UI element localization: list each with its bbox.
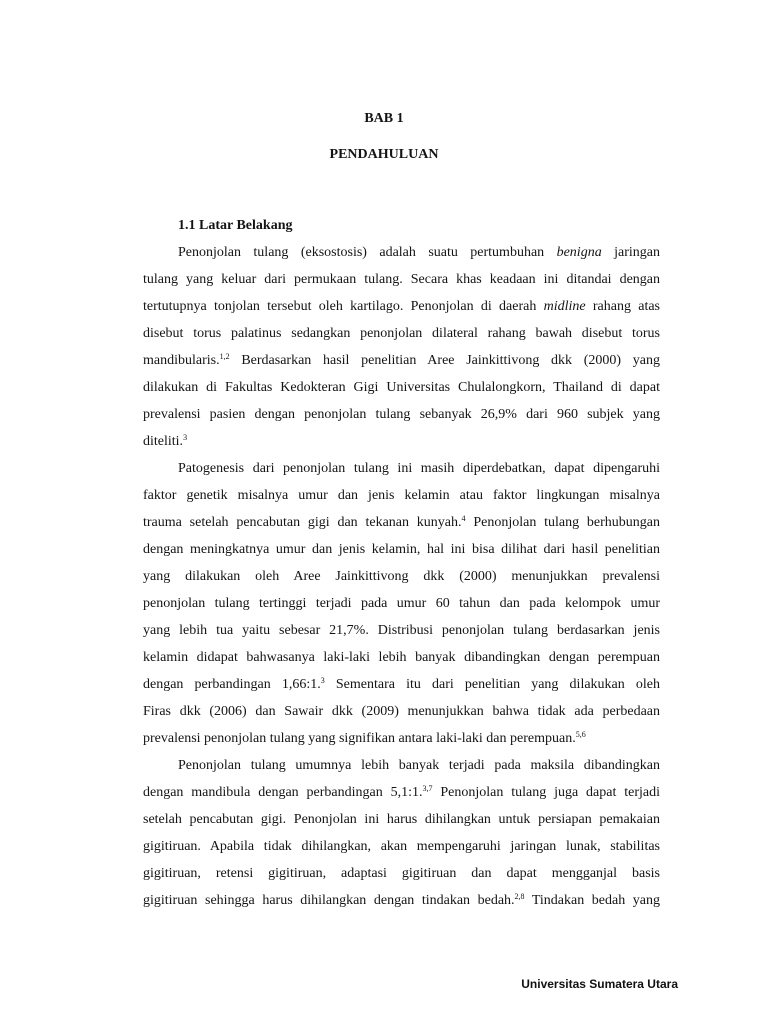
text-line: faktor genetik misalnya umur dan jenis kelamin atau faktor lingkungan misalnya bbox=[143, 488, 660, 503]
text-line: Penonjolan tulang (eksostosis) adalah suatu pertumbuhan benigna jaringan bbox=[178, 245, 660, 260]
text-line: yang lebih tua yaitu sebesar 21,7%. Distribusi penonjolan tulang berdasarkan jenis bbox=[143, 623, 660, 638]
text-line: disebut torus palatinus sedangkan penonjolan dilateral rahang bawah disebut torus bbox=[143, 326, 660, 341]
text-line: yang dilakukan oleh Aree Jainkittivong dkk (2000) menunjukkan prevalensi bbox=[143, 569, 660, 584]
chapter-number: BAB 1 bbox=[364, 111, 404, 126]
chapter-title: PENDAHULUAN bbox=[329, 147, 439, 162]
text-line: tertutupnya tonjolan tersebut oleh kartilago. Penonjolan di daerah midline rahang atas bbox=[143, 299, 661, 314]
text-line: mandibularis.$^{1,2}$ Berdasarkan hasil penelitian Aree Jainkittivong dkk (2000) yang bbox=[143, 352, 661, 368]
citation: 4 bbox=[461, 514, 466, 523]
citation: 3 bbox=[183, 433, 188, 442]
text-line: Penonjolan tulang umumnya lebih banyak terjadi pada maksila dibandingkan bbox=[178, 758, 660, 773]
text-line: gigitiruan. Apabila tidak dihilangkan, akan mempengaruhi jaringan lunak, stabilitas bbox=[143, 839, 660, 854]
citation: 1,2 bbox=[219, 352, 230, 361]
citation: 3,7 bbox=[422, 784, 433, 793]
text-line: Patogenesis dari penonjolan tulang ini masih diperdebatkan, dapat dipengaruhi bbox=[178, 461, 660, 476]
text-line: dilakukan di Fakultas Kedokteran Gigi Universitas Chulalongkorn, Thailand di dapat bbox=[143, 380, 660, 395]
citation: 3 bbox=[320, 676, 325, 685]
text-line: tulang yang keluar dari permukaan tulang. Secara khas keadaan ini ditandai dengan bbox=[143, 272, 660, 287]
university-footer: Universitas Sumatera Utara bbox=[521, 977, 678, 991]
section-title: 1.1 Latar Belakang bbox=[178, 218, 293, 233]
text-line: dengan meningkatnya umur dan jenis kelamin, hal ini bisa dilihat dari hasil penelitian bbox=[143, 542, 660, 557]
text-line: prevalensi penonjolan tulang yang signifikan antara laki-laki dan perempuan.$^{5,6}$ bbox=[143, 730, 586, 746]
citation: 2,8 bbox=[514, 892, 525, 901]
text-line: prevalensi pasien dengan penonjolan tulang sebanyak 26,9% dari 960 subjek yang bbox=[143, 407, 660, 422]
text-line: dengan perbandingan 1,66:1.$^3$ Sementara itu dari penelitian yang dilakukan oleh bbox=[143, 676, 660, 692]
text-line: dengan mandibula dengan perbandingan 5,1:1.$^{3,7}$ Penonjolan tulang juga dapat terjadi bbox=[143, 784, 660, 800]
text-line: Firas dkk (2006) dan Sawair dkk (2009) menunjukkan bahwa tidak ada perbedaan bbox=[143, 704, 660, 719]
text-line: penonjolan tulang tertinggi terjadi pada umur 60 tahun dan pada kelompok umur bbox=[143, 596, 660, 611]
text-line: kelamin didapat bahwasanya laki-laki lebih banyak dibandingkan dengan perempuan bbox=[143, 650, 660, 665]
text-line: trauma setelah pencabutan gigi dan tekanan kunyah.$^4$ Penonjolan tulang berhubungan bbox=[143, 514, 661, 530]
citation: 5,6 bbox=[575, 730, 586, 739]
text-line: diteliti.$^3$ bbox=[143, 433, 188, 449]
text-line: gigitiruan, retensi gigitiruan, adaptasi gigitiruan dan dapat mengganjal basis bbox=[143, 866, 660, 881]
text-line: gigitiruan sehingga harus dihilangkan dengan tindakan bedah.$^{2,8}$ Tindakan bedah yang bbox=[143, 892, 660, 908]
text-line: setelah pencabutan gigi. Penonjolan ini harus dihilangkan untuk persiapan pemakaian bbox=[143, 812, 660, 827]
